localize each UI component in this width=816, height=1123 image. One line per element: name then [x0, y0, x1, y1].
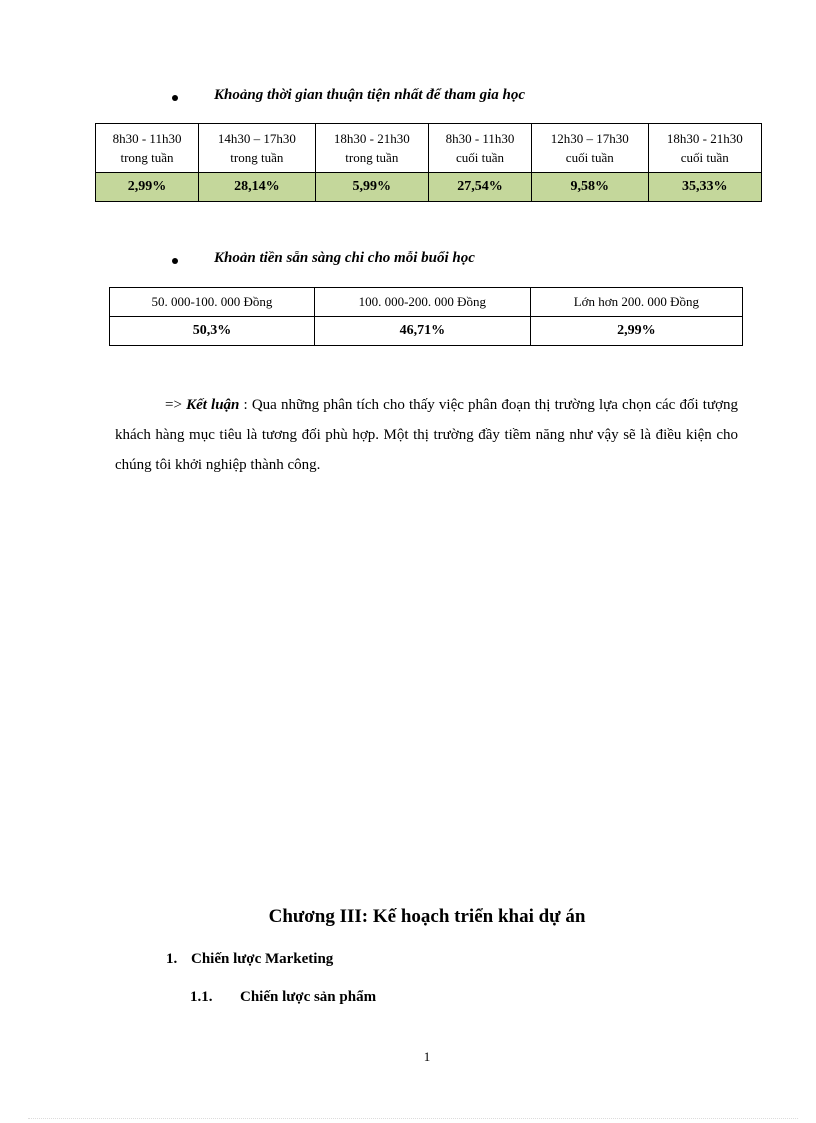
- table-header-cell: 8h30 - 11h30 cuối tuần: [428, 124, 531, 173]
- table-value-cell: 5,99%: [315, 173, 428, 202]
- table-value-cell: 2,99%: [96, 173, 199, 202]
- table-header-cell: 18h30 - 21h30 trong tuần: [315, 124, 428, 173]
- table-value-row: [96, 173, 762, 202]
- table-value-cell: 9,58%: [532, 173, 649, 202]
- table-value-cell: 28,14%: [199, 173, 316, 202]
- spending-heading: Khoản tiền sẵn sàng chi cho mỗi buổi học: [214, 250, 475, 266]
- table-value-row: [110, 317, 743, 346]
- chapter-title: Chương III: Kế hoạch triển khai dự án: [268, 906, 586, 927]
- table-header-cell: 8h30 - 11h30 trong tuần: [96, 124, 199, 173]
- table-header-row: [110, 288, 743, 317]
- bullet-dot: [172, 95, 178, 101]
- time-preference-heading: Khoảng thời gian thuận tiện nhất để tham gia học: [214, 87, 526, 103]
- table-header-row: [96, 124, 762, 173]
- table-value-cell: 27,54%: [428, 173, 531, 202]
- table-header-cell: 14h30 – 17h30 trong tuần: [199, 124, 316, 173]
- conclusion-arrow: =>: [165, 397, 187, 413]
- time-preference-bullet: [0, 87, 816, 109]
- table-value-cell: 46,71%: [314, 317, 530, 346]
- table-value-cell: 2,99%: [530, 317, 742, 346]
- bullet-dot: [172, 258, 178, 264]
- section-heading-marketing: [166, 951, 333, 968]
- spending-table: [109, 287, 743, 346]
- page-bottom-divider: [28, 1118, 798, 1119]
- time-preference-table: [95, 123, 762, 202]
- section-title: Chiến lược Marketing: [191, 951, 334, 967]
- subsection-heading-product: [190, 989, 376, 1006]
- subsection-number: 1.1.: [190, 989, 213, 1005]
- table-header-cell: 100. 000-200. 000 Đồng: [314, 288, 530, 317]
- table-header-cell: 50. 000-100. 000 Đồng: [110, 288, 315, 317]
- table-header-cell: 12h30 – 17h30 cuối tuần: [532, 124, 649, 173]
- table-header-cell: 18h30 - 21h30 cuối tuần: [648, 124, 761, 173]
- section-number: 1.: [166, 951, 178, 967]
- conclusion-text: : Qua những phân tích cho thấy việc phân đoạn thị trường lựa chọn các đối tượng khách hàng mục tiêu là tương đối phù hợp. Một thị trường đầy tiềm năng như vậy sẽ là điều kiện cho chúng tôi khởi nghiệp thành công.: [115, 397, 739, 473]
- table-value-cell: 50,3%: [110, 317, 315, 346]
- conclusion-paragraph: [115, 390, 738, 480]
- table-header-cell: Lớn hơn 200. 000 Đồng: [530, 288, 742, 317]
- conclusion-label: Kết luận: [186, 397, 240, 413]
- page-number: 1: [423, 1049, 431, 1064]
- subsection-title: Chiến lược sản phẩm: [240, 989, 377, 1005]
- spending-bullet: [0, 250, 816, 272]
- table-value-cell: 35,33%: [648, 173, 761, 202]
